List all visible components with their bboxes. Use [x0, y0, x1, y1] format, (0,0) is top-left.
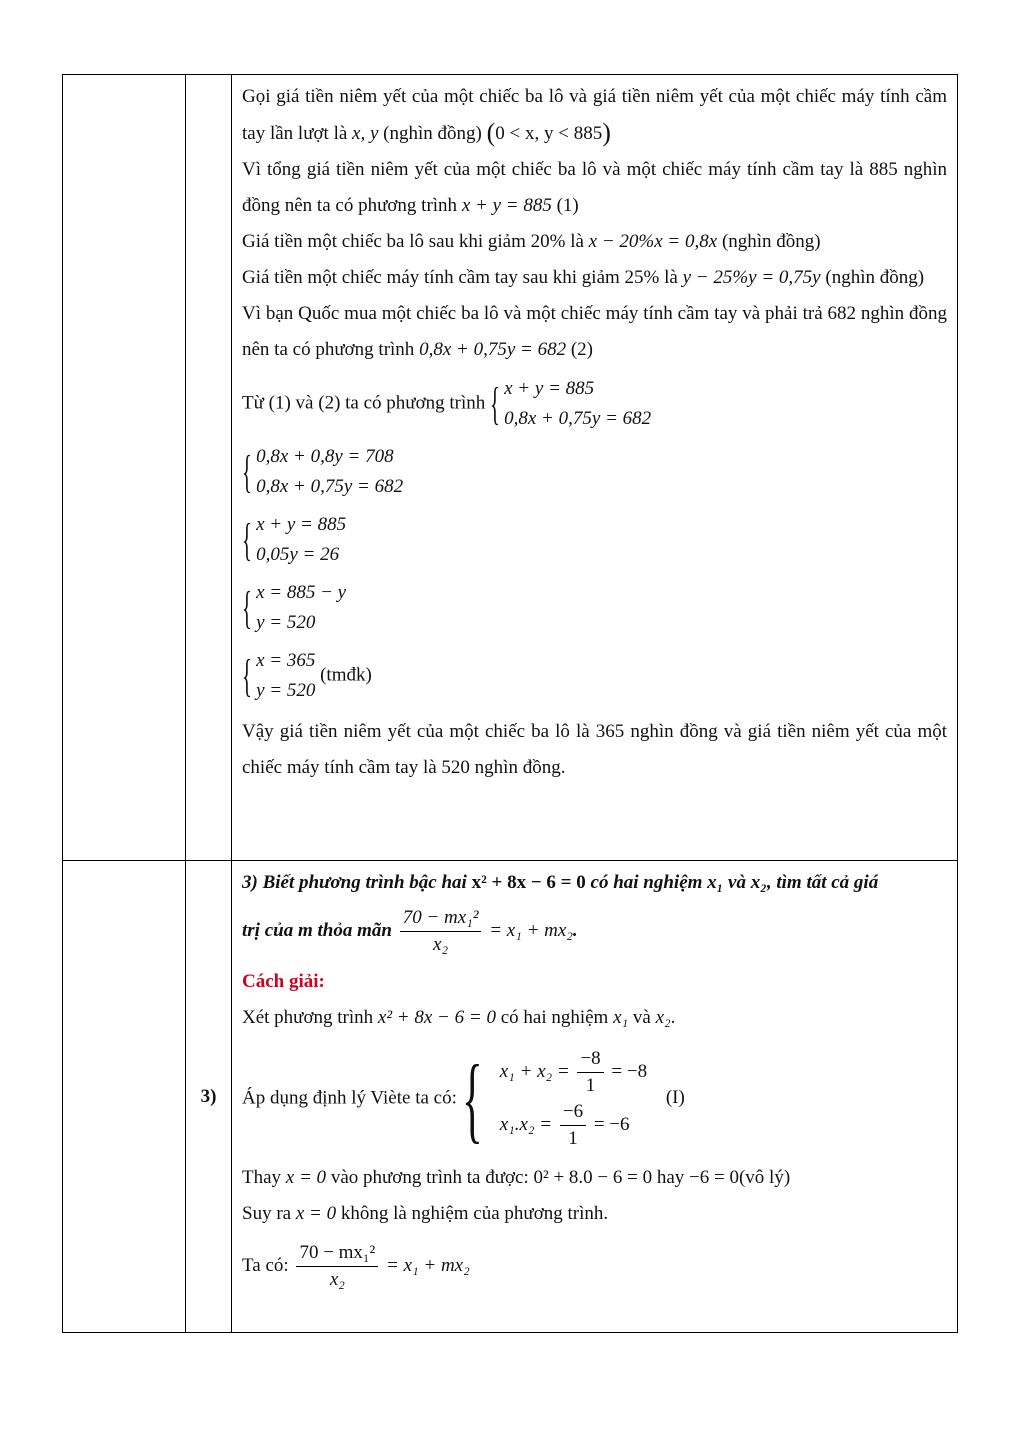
equation — [500, 1099, 647, 1152]
equation: y = 520 — [256, 612, 316, 633]
numerator: −6 — [560, 1099, 586, 1126]
text: Cách giải: — [242, 971, 325, 992]
fraction — [560, 1099, 586, 1152]
system-row — [242, 578, 947, 638]
text: (vô lý) — [738, 1167, 791, 1188]
part-label-cell — [186, 861, 232, 1333]
equation: x + y = 885 — [256, 514, 347, 535]
equation: 0,8x + 0,8y = 708 — [256, 446, 394, 467]
equation: x + y = 885 — [504, 378, 595, 399]
equation-system: { 0,8x + 0,8y = 708 0,8x + 0,75y = 682 — [242, 442, 403, 502]
viete-row — [242, 1046, 947, 1152]
denominator: 1 — [585, 1075, 596, 1096]
method-heading — [242, 964, 947, 1000]
text: thỏa mãn — [317, 919, 392, 941]
text: Ta có: — [242, 1254, 289, 1276]
text: và — [728, 872, 746, 893]
empty-cell — [63, 861, 186, 1333]
system-row — [242, 510, 947, 570]
denominator: x₂ — [329, 1269, 345, 1290]
math: 25% — [624, 267, 660, 288]
text: Xét phương trình — [242, 1007, 374, 1028]
text: là — [570, 231, 584, 252]
math: = −6 — [593, 1113, 630, 1135]
equation-system: { x₁ + x₂ = $\frac{-8}{1}$ = −8 x₁.x₂ = $\frac{-6}{1}$ = −6 — [461, 1045, 648, 1152]
text: Suy ra — [242, 1203, 292, 1224]
question: trị của m thỏa mãn $\frac{\text{70 − mx₁²}}{\text{x₂}}$ = x₁ + mx₂. — [242, 905, 947, 958]
equation: x = 885 − y — [256, 582, 347, 603]
fraction — [577, 1046, 603, 1099]
math: x₂ — [655, 1007, 671, 1028]
denominator: 1 — [568, 1128, 578, 1149]
math: x + y = 885 — [461, 195, 552, 216]
text: Gọi giá tiền niêm yết của một chiếc ba lô và giá tiền niêm yết của một chiếc máy tính cầm tay lần lượt là — [242, 86, 947, 144]
math: x² + 8x − 6 = 0 — [471, 872, 586, 893]
equation-system: { x + y = 885 0,8x + 0,75y = 682 — [490, 374, 651, 434]
paragraph — [242, 260, 947, 296]
text: Vì tổng giá tiền niêm yết của một chiếc ba lô và một chiếc máy tính cầm tay là 885 nghìn đồng nên ta có phương trình — [242, 159, 947, 216]
paragraph — [242, 1196, 947, 1232]
solution-cell — [232, 861, 958, 1333]
numerator: 70 − mx₁² — [296, 1240, 378, 1267]
text: là — [664, 267, 678, 288]
equation: 0,8x + 0,75y = 682 — [504, 408, 652, 429]
text: Vậy giá tiền niêm yết của một chiếc ba lô là 365 nghìn đồng và giá tiền niêm yết của một chiếc máy tính cầm tay là 520 nghìn đồng. — [242, 721, 947, 778]
text: (1) — [556, 195, 579, 216]
math: 0 < x, y < 885 — [495, 123, 603, 144]
text: trị của — [242, 919, 294, 941]
equation-system: { x = 365 y = 520 — [242, 646, 315, 706]
text: vào phương trình ta được: — [330, 1167, 529, 1188]
part-label: 3) — [200, 1085, 217, 1107]
text: Giá tiền một chiếc máy tính cầm tay sau khi giảm — [242, 267, 620, 288]
text: (tmđk) — [320, 664, 372, 686]
text: Thay — [242, 1167, 282, 1188]
fraction — [296, 1240, 378, 1293]
math: = x₁ + mx₂ — [489, 919, 573, 941]
math: x₁ — [613, 1007, 629, 1028]
empty-cell — [63, 75, 186, 861]
equation-system: { x + y = 885 0,05y = 26 — [242, 510, 346, 570]
system-row — [242, 646, 947, 706]
text: Vì bạn Quốc mua một chiếc ba lô và một chiếc máy tính cầm tay và phải trả 682 nghìn đồng nên ta có phương trình — [242, 303, 947, 360]
fraction — [400, 905, 482, 958]
math: x₂ — [750, 872, 767, 893]
math: 20% — [530, 231, 566, 252]
text: Áp dụng định lý Viète ta có: — [242, 1087, 457, 1109]
part-label-cell — [186, 75, 232, 861]
system-row — [242, 374, 947, 434]
text: Giá tiền một chiếc ba lô sau khi giảm — [242, 231, 526, 252]
math: x₁.x₂ = — [499, 1113, 553, 1135]
equation: 0,05y = 26 — [256, 544, 340, 565]
text: có hai nghiệm — [590, 872, 703, 893]
solution-table — [62, 74, 958, 1333]
numerator: 70 − mx₁² — [400, 905, 482, 932]
paragraph — [242, 296, 947, 368]
text: có hai nghiệm — [500, 1007, 609, 1028]
text: (nghìn đồng) — [721, 231, 821, 252]
math: = −8 — [611, 1060, 648, 1082]
math: 0² + 8.0 − 6 = 0 — [533, 1167, 653, 1188]
text: Từ (1) và (2) ta có phương trình — [242, 392, 486, 414]
text: (2) — [570, 339, 593, 360]
text: và — [632, 1007, 651, 1028]
paragraph: Gọi giá tiền niêm yết của một chiếc ba lô và giá tiền niêm yết của một chiếc máy tính cầm tay lần lượt là x, y (nghìn đồng) (0 < x, y < 885) — [242, 86, 947, 147]
text: (nghìn đồng) — [825, 267, 925, 288]
solution-cell — [232, 75, 958, 861]
math: x² + 8x − 6 = 0 — [377, 1007, 496, 1028]
equation: y = 520 — [256, 680, 316, 701]
conclusion — [242, 714, 947, 786]
table-row — [63, 861, 958, 1333]
equation: 0,8x + 0,75y = 682 — [256, 476, 404, 497]
equation — [500, 1046, 647, 1099]
math: x₁ + x₂ = — [499, 1060, 570, 1082]
paragraph: Xét phương trình x² + 8x − 6 = 0 có hai nghiệm x₁ và x₂. — [242, 1007, 676, 1028]
table-row — [63, 75, 958, 861]
math: x = 0 — [285, 1167, 327, 1188]
text: không là nghiệm của phương trình. — [340, 1203, 609, 1224]
math: x − 20%x = 0,8x — [588, 231, 718, 252]
math: x₁ — [707, 872, 724, 893]
paragraph — [242, 224, 947, 260]
math: = x₁ + mx₂ — [386, 1254, 470, 1276]
paragraph — [242, 1160, 947, 1196]
equation: x = 365 — [256, 650, 316, 671]
math: −6 = 0 — [689, 1167, 739, 1188]
paragraph — [242, 1240, 947, 1293]
equation-system: { x = 885 − y y = 520 — [242, 578, 346, 638]
numerator: −8 — [577, 1046, 603, 1073]
text: (nghìn đồng) — [383, 123, 482, 144]
text: (I) — [665, 1087, 685, 1109]
text: , tìm tất cả giá — [766, 872, 879, 893]
math: x = 0 — [295, 1203, 337, 1224]
text: 3) Biết phương trình bậc hai — [242, 872, 467, 893]
paragraph — [242, 152, 947, 224]
math: y − 25%y = 0,75y — [682, 267, 821, 288]
system-row — [242, 442, 947, 502]
math: m — [297, 919, 313, 941]
question — [242, 865, 947, 901]
math: x, y — [352, 123, 379, 144]
math: 0,8x + 0,75y = 682 — [419, 339, 567, 360]
denominator: x₂ — [433, 934, 449, 955]
text: hay — [656, 1167, 685, 1188]
